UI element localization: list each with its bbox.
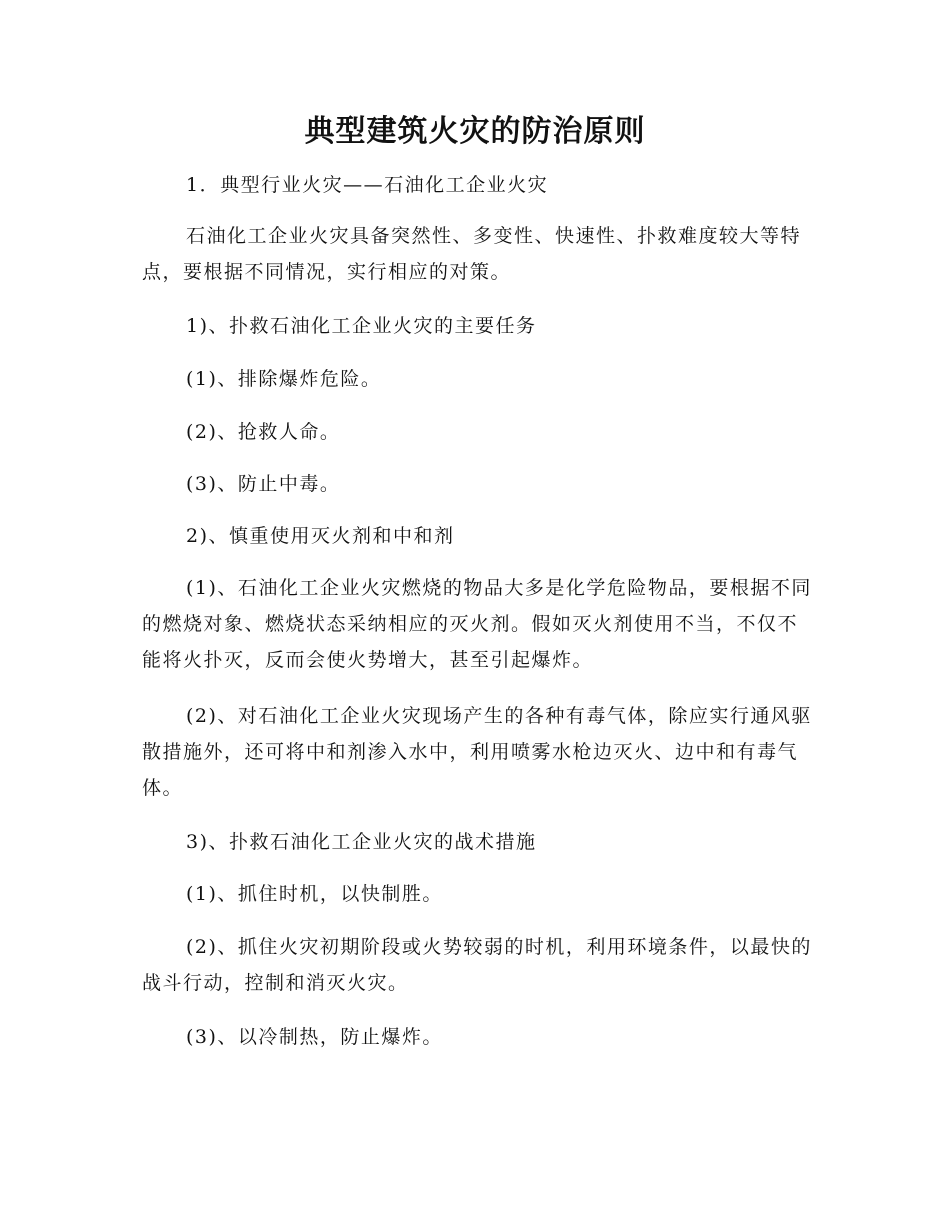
- paragraph-section-heading: 1．典型行业火灾——石油化工企业火灾: [186, 174, 549, 196]
- paragraph-intro: 石油化工企业火灾具备突然性、多变性、快速性、扑救难度较大等特点，要根据不同情况，实行相应的对策。: [142, 225, 802, 283]
- paragraph-tactics-1: (1)、抓住时机，以快制胜。: [186, 883, 443, 905]
- paragraph-main-tasks-heading: 1)、扑救石油化工企业火灾的主要任务: [186, 315, 537, 337]
- paragraph-agents-2: (2)、对石油化工企业火灾现场产生的各种有毒气体，除应实行通风驱散措施外，还可将中和剂渗入水中，利用喷雾水枪边灭火、边中和有毒气体。: [142, 705, 812, 799]
- paragraph-tactics-2: (2)、抓住火灾初期阶段或火势较弱的时机，利用环境条件，以最快的战斗行动，控制和消灭火灾。: [142, 936, 812, 994]
- paragraph-tactics-heading: 3)、扑救石油化工企业火灾的战术措施: [186, 831, 537, 853]
- paragraph-task-1: (1)、排除爆炸危险。: [186, 368, 382, 390]
- paragraph-agents-1: (1)、石油化工企业火灾燃烧的物品大多是化学危险物品，要根据不同的燃烧对象、燃烧状态采纳相应的灭火剂。假如灭火剂使用不当，不仅不能将火扑灭，反而会使火势增大，甚至引起爆炸。: [142, 577, 812, 671]
- paragraph-task-3: (3)、防止中毒。: [186, 473, 341, 495]
- paragraph-agents-heading: 2)、慎重使用灭火剂和中和剂: [186, 525, 455, 547]
- document-title: 典型建筑火灾的防治原则: [304, 114, 646, 149]
- paragraph-task-2: (2)、抢救人命。: [186, 421, 341, 443]
- paragraph-tactics-3: (3)、以冷制热，防止爆炸。: [186, 1026, 443, 1048]
